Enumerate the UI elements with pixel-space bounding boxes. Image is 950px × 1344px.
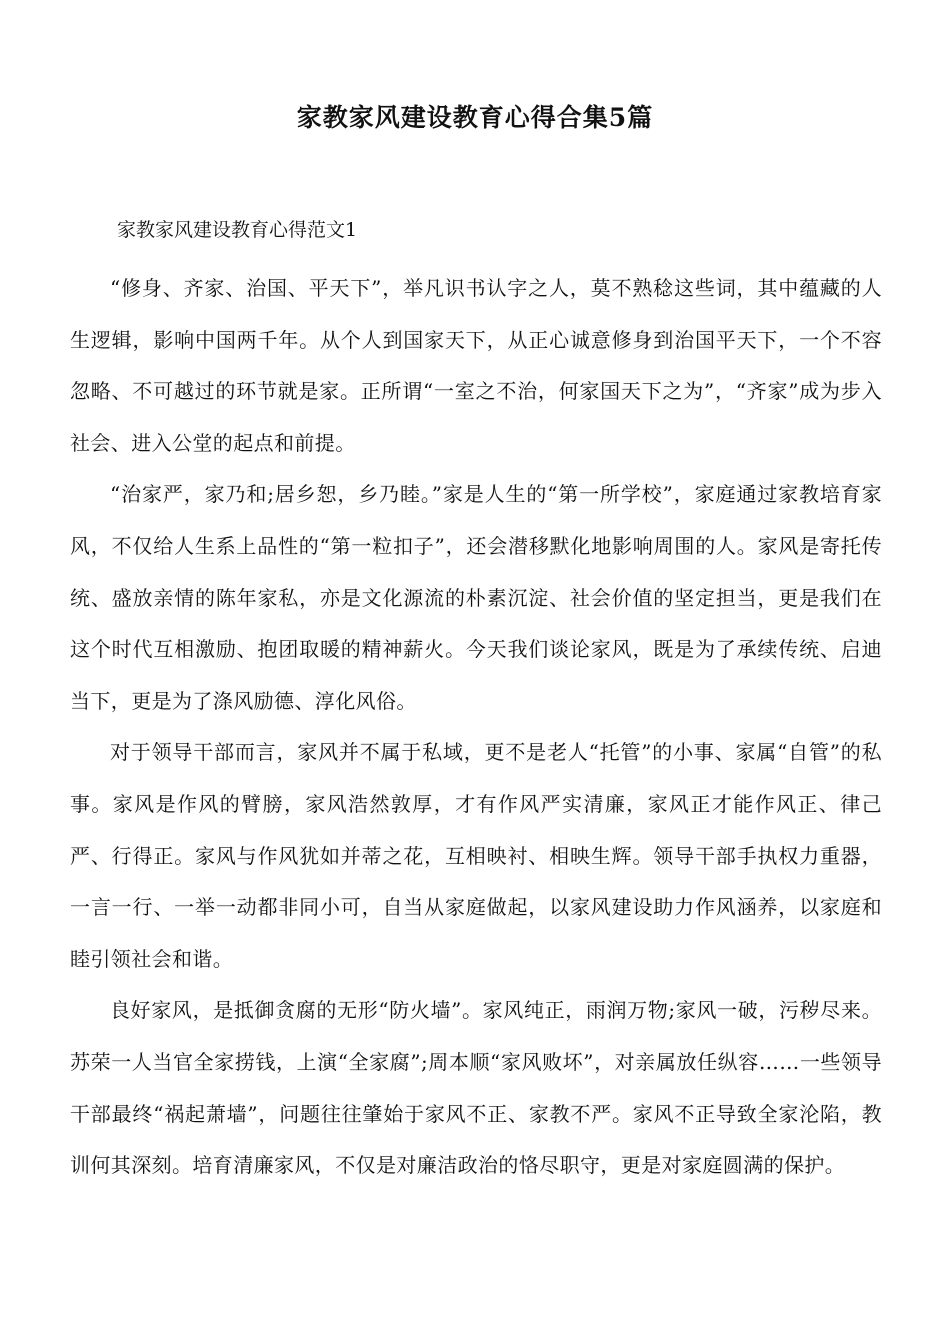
paragraph: 对于领导干部而言，家风并不属于私域，更不是老人“托管”的小事、家属“自管”的私事。家风是作风的臂膀，家风浩然敦厚，才有作风严实清廉，家风正才能作风正、律己严、行得正。家风与作风犹如并蒂之花，互相映衬、相映生辉。领导干部手执权力重器，一言一行、一举一动都非同小可，自当从家庭做起，以家风建设助力作风涵养，以家庭和睦引领社会和谐。 [70,740,882,971]
document-title: 家教家风建设教育心得合集5篇 [296,103,654,132]
paragraph: “修身、齐家、治国、平天下”，举凡识书认字之人，莫不熟稔这些词，其中蕴藏的人生逻辑，影响中国两千年。从个人到国家天下，从正心诚意修身到治国平天下，一个不容忽略、不可越过的环节就是家。正所谓“一室之不治，何家国天下之为”，“齐家”成为步入社会、进入公堂的起点和前提。 [70,276,882,455]
paragraph: 良好家风，是抵御贪腐的无形“防火墙”。家风纯正，雨润万物;家风一破，污秽尽来。苏荣一人当官全家捞钱，上演“全家腐”;周本顺“家风败坏”，对亲属放任纵容……一些领导干部最终“祸起萧墙”，问题往往肇始于家风不正、家教不严。家风不正导致全家沦陷，教训何其深刻。培育清廉家风，不仅是对廉洁政治的恪尽职守，更是对家庭圆满的保护。 [70,998,882,1178]
section-heading: 家教家风建设教育心得范文1 [117,219,358,241]
paragraph: “治家严，家乃和;居乡恕，乡乃睦。”家是人生的“第一所学校”，家庭通过家教培育家风，不仅给人生系上品性的“第一粒扣子”，还会潜移默化地影响周围的人。家风是寄托传统、盛放亲情的陈年家私，亦是文化源流的朴素沉淀、社会价值的坚定担当，更是我们在这个时代互相激励、抱团取暖的精神薪火。今天我们谈论家风，既是为了承续传统、启迪当下，更是为了涤风励德、淳化风俗。 [70,482,882,713]
document-body [70,263,882,1192]
